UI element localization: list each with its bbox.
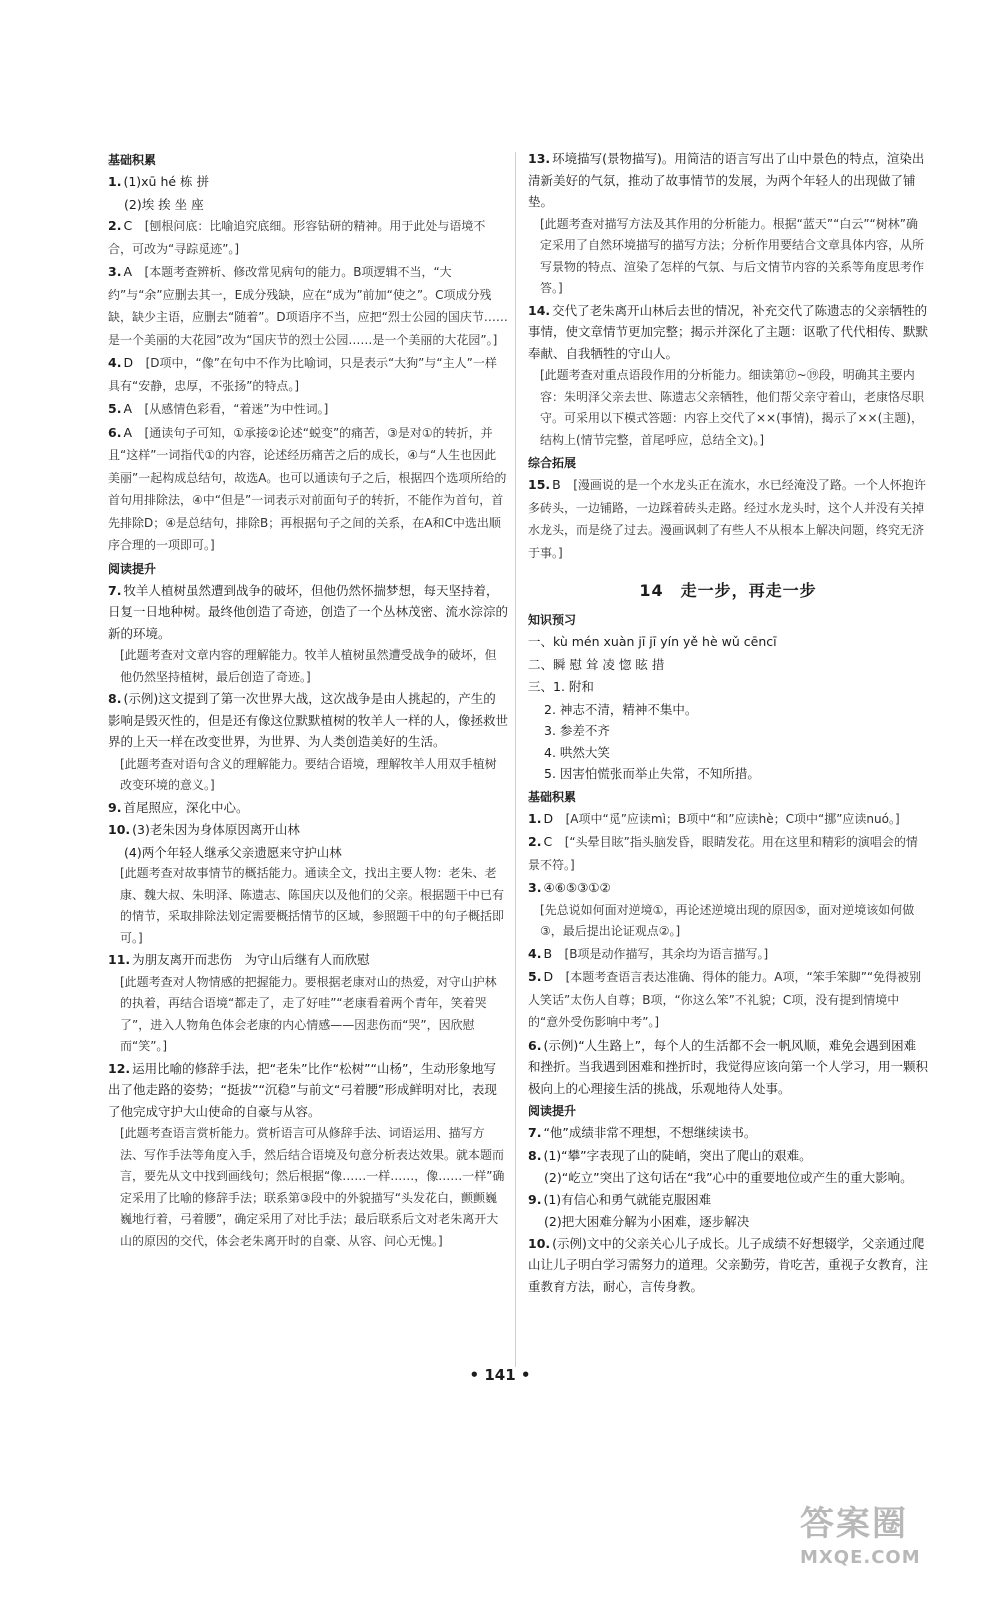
- question-b2: [528, 831, 928, 876]
- answer-subline: (2)“屹立”突出了这句话在“我”心中的重要地位或产生的重大影响。: [544, 1170, 913, 1185]
- question-number: 3.: [108, 264, 122, 279]
- lesson-number: 14: [639, 581, 664, 600]
- preview-subline: 2. 神志不清，精神不集中。: [544, 701, 698, 717]
- question-r9: [528, 1189, 928, 1211]
- question-number: 3.: [528, 880, 542, 895]
- question-7: [108, 580, 508, 645]
- explanation-note: [A项中“觅”应读mì；B项中“和”应读hè；C项中“挪”应读nuó。]: [565, 811, 900, 826]
- section-heading: 知识预习: [528, 613, 577, 627]
- explanation-note: [此题考查对重点语段作用的分析能力。细读第⑰~⑲段，明确其主要内容：朱明泽父亲去世、陈遗志父亲牺牲，他们帮父亲守着山，老康恪尽职守。可采用以下模式答题：内容上交代了××(事情)，揭示了××(主题)，结构上(情节完整，首尾呼应，总结全文)。]: [540, 368, 925, 447]
- answer-text: (3)老朱因为身体原因离开山林: [132, 822, 300, 837]
- question-number: 9.: [108, 799, 122, 815]
- question-number: 1.: [528, 810, 542, 826]
- question-number: 10.: [528, 1235, 551, 1251]
- question-3: [108, 261, 508, 351]
- question-4: [108, 352, 508, 397]
- answer-text: 牧羊人植树虽然遭到战争的破坏，但他仍然怀揣梦想，每天坚持着，日复一日地种树。最终他创造了奇迹，创造了一个丛林茂密、流水淙淙的新的环境。: [108, 582, 509, 641]
- question-number: 6.: [528, 1037, 542, 1053]
- question-r8: [528, 1145, 928, 1167]
- question-15: [528, 474, 928, 564]
- preview-subline: 3. 参差不齐: [544, 723, 610, 738]
- question-b1: [528, 808, 928, 831]
- answer-text: B: [552, 477, 561, 492]
- answer-text: D: [543, 969, 554, 984]
- answer-text: (示例)“人生路上”，每个人的生活都不会一帆风顺，难免会遇到困难和挫折。当我遇到困难和挫折时，我觉得应该向第一个人学习，用一颗积极向上的心理接生活的挑战，乐观地待人处事。: [528, 1037, 929, 1096]
- preview-line: 一、kù mén xuàn jī jī yín yě hè wǔ cēncī: [528, 634, 777, 649]
- explanation-note: [此题考查对文章内容的理解能力。牧羊人植树虽然遭受战争的破坏，但他仍然坚持植树，最后创造了奇迹。]: [120, 648, 497, 684]
- answer-text: ④⑥⑤③①②: [543, 880, 611, 895]
- answer-text: (示例)文中的父亲关心儿子成长。儿子成绩不好想辍学，父亲通过爬山让儿子明白学习需努力的道理。父亲勤劳，肯吃苦，重视子女教育，注重教育方法，耐心，言传身教。: [528, 1235, 929, 1294]
- question-number: 6.: [108, 424, 122, 440]
- watermark-text: 答案圈: [800, 1504, 908, 1544]
- preview-line: 二、瞬 慰 耸 凌 惚 眩 措: [528, 656, 665, 672]
- question-8: [108, 688, 508, 753]
- answer-text: 为朋友离开而悲伤 为守山后继有人而欣慰: [132, 952, 370, 967]
- section-heading: 综合拓展: [528, 456, 577, 470]
- explanation-note: [此题考查语言赏析能力。赏析语言可从修辞手法、词语运用、描写方法、写作手法等角度入手，然后结合语境及句意分析表达效果。就本题而言，要先从文中找到画线句；然后根据“像……一样……，像……一样”确定采用了比喻的修辞手法；联系第③段中的外貌描写“头发花白，颤颤巍巍地行着，弓着腰”，确定采用了对比手法；最后联系后文对老朱离开大山的原因的交代，体会老朱离开时的自豪、从容、问心无愧。]: [120, 1126, 505, 1248]
- answer-text: A: [123, 264, 133, 279]
- answer-text: D: [543, 810, 554, 826]
- question-number: 10.: [108, 822, 131, 837]
- question-9: [108, 797, 508, 819]
- question-6: [108, 422, 508, 557]
- preview-subline: 5. 因害怕慌张而举止失常，不知所措。: [544, 766, 760, 781]
- question-number: 1.: [108, 174, 122, 189]
- answer-text: C: [123, 218, 133, 233]
- question-r10: [528, 1233, 928, 1298]
- preview-subline: 4. 哄然大笑: [544, 744, 610, 760]
- answer-text: A: [123, 424, 133, 440]
- explanation-note: [刨根问底：比喻追究底细。形容钻研的精神。用于此处与语境不合，可改为“寻踪觅迹”。]: [108, 219, 486, 256]
- explanation-note: [本题考查辨析、修改常见病句的能力。B项逻辑不当，“大约”与“余”应删去其一，E成分残缺，应在“成为”前加“使之”。C项成分残缺，缺少主语，应删去“随着”。D项语序不当，应把“烈士公园的国庆节……是一个美丽的大花园”改为“国庆节的烈士公园……是一个美丽的大花园”。]: [108, 265, 508, 347]
- question-number: 8.: [528, 1147, 542, 1163]
- answer-text: (1)“攀”字表现了山的陡峭，突出了爬山的艰难。: [543, 1147, 812, 1163]
- question-number: 2.: [108, 218, 122, 233]
- explanation-note: [漫画说的是一个水龙头正在流水，水已经淹没了路。一个人怀抱许多砖头，一边铺路，一边踩着砖头走路。经过水龙头时，这个人并没有关掉水龙头，而是绕了过去。漫画讽刺了有些人不从根本上解决问题，终究无济于事。]: [528, 478, 926, 560]
- answer-text: (1)有信心和勇气就能克服困难: [543, 1191, 712, 1207]
- question-r7: [528, 1122, 928, 1144]
- answer-text: C: [543, 834, 553, 849]
- question-number: 12.: [108, 1060, 131, 1076]
- watermark-logo: [800, 1496, 970, 1592]
- question-b3: [528, 877, 928, 899]
- lesson-title: [528, 578, 928, 601]
- question-13: [528, 148, 928, 213]
- explanation-note: [D项中，“像”在句中不作为比喻词，只是表示“大狗”与“主人”一样具有“安静，忠厚，不张扬”的特点。]: [108, 356, 497, 393]
- column-divider: [515, 152, 516, 1367]
- answer-text: 首尾照应，深化中心。: [123, 799, 249, 815]
- question-b4: [528, 943, 928, 966]
- explanation-note: [从感情色彩看，“着迷”为中性词。]: [144, 402, 329, 416]
- question-number: 14.: [528, 302, 551, 318]
- section-heading: 阅读提升: [108, 561, 157, 576]
- question-number: 8.: [108, 691, 122, 706]
- answer-text: B: [543, 945, 553, 961]
- question-11: [108, 949, 508, 971]
- question-2: [108, 215, 508, 260]
- explanation-note: [“头晕目眩”指头脑发昏，眼睛发花。用在这里和精彩的演唱会的情景不符。]: [528, 835, 918, 872]
- left-column: [108, 148, 508, 1252]
- answer-text: 交代了老朱离开山林后去世的情况，补充交代了陈遗志的父亲牺牲的事情，使文章情节更加完整；揭示并深化了主题：讴歌了代代相传、默默奉献、自我牺牲的守山人。: [528, 302, 929, 361]
- question-number: 5.: [528, 969, 542, 984]
- question-number: 4.: [108, 355, 122, 370]
- question-number: 7.: [108, 582, 122, 598]
- explanation-note: [B项是动作描写，其余均为语言描写。]: [564, 946, 769, 961]
- question-12: [108, 1058, 508, 1123]
- question-number: 4.: [528, 945, 542, 961]
- section-heading: 基础积累: [528, 789, 577, 804]
- question-b6: [528, 1035, 928, 1100]
- question-b5: [528, 966, 928, 1034]
- answer-text: D: [123, 355, 134, 370]
- question-10: [108, 819, 508, 841]
- explanation-note: [此题考查对语句含义的理解能力。要结合语境，理解牧羊人用双手植树改变环境的意义。]: [120, 756, 497, 792]
- answer-text: A: [123, 401, 133, 416]
- question-number: 9.: [528, 1191, 542, 1207]
- section-heading: 基础积累: [108, 153, 157, 167]
- answer-text: (示例)这文提到了第一次世界大战，这次战争是由人挑起的，产生的影响是毁灭性的，但是还有像这位默默植树的牧羊人一样的人，像拯救世界的上天一样在改变世界，为世界、为人类创造美好的生活。: [108, 691, 509, 749]
- section-heading: 阅读提升: [528, 1104, 577, 1118]
- answer-subline: (2)埃 挨 坐 座: [124, 196, 204, 212]
- watermark-url: MXQE.COM: [800, 1547, 921, 1568]
- page-number: • 141 •: [469, 1366, 531, 1384]
- question-number: 13.: [528, 151, 551, 166]
- answer-text: “他”成绩非常不理想，不想继续读书。: [543, 1125, 757, 1140]
- question-number: 11.: [108, 952, 131, 967]
- preview-line: 三、1. 附和: [528, 679, 594, 694]
- question-number: 5.: [108, 401, 122, 416]
- right-column: [528, 148, 928, 1298]
- question-5: [108, 398, 508, 421]
- explanation-note: [通读句子可知，①承接②论述“蜕变”的痛苦，③是对①的转折，并且“这样”一词指代①的内容，论述经历痛苦之后的成长，④与“人生也因此美丽”一起构成总结句，故选A。也可以通读句子之后，根据四个选项所给的首句用排除法，④中“但是”一词表示对前面句子的转折，不能作为首句，首先排除D；④是总结句，排除B；再根据句子之间的关系，在A和C中选出顺序合理的一项即可。]: [108, 425, 507, 552]
- explanation-note: [先总说如何面对逆境①，再论述逆境出现的原因⑤，面对逆境该如何做③，最后提出论证观点②。]: [540, 902, 915, 938]
- lesson-name: 走一步，再走一步: [680, 581, 817, 600]
- answer-text: 环境描写(景物描写)。用简洁的语言写出了山中景色的特点，渲染出清新美好的气氛，推动了故事情节的发展，为两个年轻人的出现做了铺垫。: [528, 151, 925, 209]
- answer-text: 运用比喻的修辞手法，把“老朱”比作“松树”“山杨”，生动形象地写出了他走路的姿势；“挺拔”“沉稳”与前文“弓着腰”形成鲜明对比，表现了他完成守护大山使命的自豪与从容。: [108, 1060, 497, 1119]
- question-1: [108, 171, 508, 193]
- answer-subline: (2)把大困难分解为小困难，逐步解决: [544, 1214, 750, 1229]
- answer-subline: (4)两个年轻人继承父亲遗愿来守护山林: [124, 844, 342, 860]
- explanation-note: [此题考查对人物情感的把握能力。要根据老康对山的热爱，对守山护林的执着，再结合语境“都走了，走了好哇”“老康看着两个青年，笑着哭了”，进入人物角色体会老康的内心情感——因悲伤而“哭”，因欣慰而“笑”。]: [120, 974, 497, 1053]
- question-number: 2.: [528, 834, 542, 849]
- question-number: 15.: [528, 477, 551, 492]
- explanation-note: [本题考查语言表达准确、得体的能力。A项，“笨手笨脚”“免得被别人笑话”太伤人自尊；B项，“你这么笨”不礼貌；C项，没有提到情境中的“意外受伤影响中考”。]: [528, 970, 922, 1029]
- answer-text: (1)xū hé 栋 拼: [123, 174, 210, 189]
- explanation-note: [此题考查对故事情节的概括能力。通读全文，找出主要人物：老朱、老康、魏大叔、朱明泽、陈遗志、陈国庆以及他们的父亲。根据题干中已有的情节，采取排除法划定需要概括情节的区域，参照题干中的句子概括即可。]: [120, 866, 505, 945]
- question-14: [528, 300, 928, 365]
- question-number: 7.: [528, 1125, 542, 1140]
- explanation-note: [此题考查对描写方法及其作用的分析能力。根据“蓝天”“白云”“树林”确定采用了自然环境描写的描写方法；分析作用要结合文章具体内容，从所写景物的特点、渲染了怎样的气氛、与后文情节内容的关系等角度思考作答。]: [540, 216, 925, 295]
